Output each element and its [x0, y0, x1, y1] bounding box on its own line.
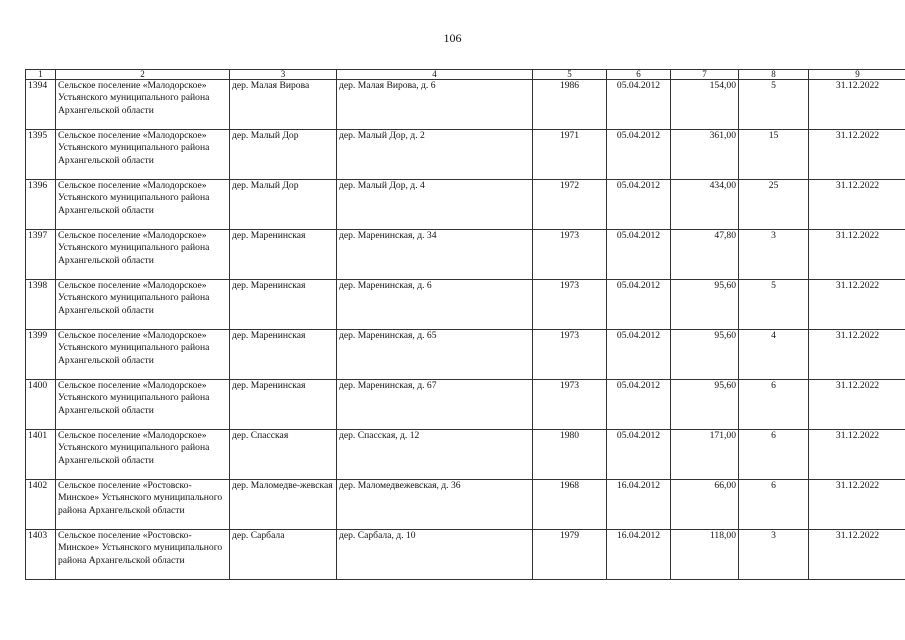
area-cell: 171,00 [671, 430, 739, 480]
column-header: 5 [533, 70, 607, 80]
area-cell: 154,00 [671, 80, 739, 130]
settlement-name-cell: Сельское поселение «Малодорское» Устьянского муниципального района Архангельской области [56, 430, 230, 480]
column-header: 2 [56, 70, 230, 80]
address-cell: дер. Спасская, д. 12 [337, 430, 533, 480]
year-cell: 1973 [533, 380, 607, 430]
row-number-cell: 1401 [26, 430, 56, 480]
column-header: 1 [26, 70, 56, 80]
date-cell: 05.04.2012 [607, 230, 671, 280]
locality-cell: дер. Малый Дор [230, 130, 337, 180]
table-row [26, 230, 905, 280]
year-cell: 1971 [533, 130, 607, 180]
date-cell: 16.04.2012 [607, 530, 671, 580]
settlement-name-cell: Сельское поселение «Малодорское» Устьянского муниципального района Архангельской области [56, 380, 230, 430]
area-cell: 434,00 [671, 180, 739, 230]
table-row [26, 330, 905, 380]
deadline-cell: 31.12.2022 [809, 80, 905, 130]
column-header: 4 [337, 70, 533, 80]
settlement-name-cell: Сельское поселение «Малодорское» Устьянского муниципального района Архангельской области [56, 280, 230, 330]
address-cell: дер. Маренинская, д. 65 [337, 330, 533, 380]
area-cell: 118,00 [671, 530, 739, 580]
area-cell: 47,80 [671, 230, 739, 280]
address-cell: дер. Малый Дор, д. 2 [337, 130, 533, 180]
column-header: 7 [671, 70, 739, 80]
locality-cell: дер. Маренинская [230, 230, 337, 280]
settlement-name-cell: Сельское поселение «Ростовско-Минское» Устьянского муниципального района Архангельской области [56, 530, 230, 580]
area-cell: 95,60 [671, 330, 739, 380]
residents-count-cell: 6 [739, 480, 809, 530]
table-row [26, 280, 905, 330]
column-header: 8 [739, 70, 809, 80]
date-cell: 05.04.2012 [607, 280, 671, 330]
settlement-name-cell: Сельское поселение «Малодорское» Устьянского муниципального района Архангельской области [56, 330, 230, 380]
row-number-cell: 1399 [26, 330, 56, 380]
table-row [26, 130, 905, 180]
residents-count-cell: 25 [739, 180, 809, 230]
address-cell: дер. Маренинская, д. 6 [337, 280, 533, 330]
date-cell: 05.04.2012 [607, 180, 671, 230]
deadline-cell: 31.12.2022 [809, 530, 905, 580]
deadline-cell: 31.12.2022 [809, 330, 905, 380]
row-number-cell: 1394 [26, 80, 56, 130]
table-row [26, 80, 905, 130]
date-cell: 05.04.2012 [607, 380, 671, 430]
locality-cell: дер. Маломедве-жевская [230, 480, 337, 530]
row-number-cell: 1402 [26, 480, 56, 530]
deadline-cell: 31.12.2022 [809, 380, 905, 430]
residents-count-cell: 4 [739, 330, 809, 380]
area-cell: 66,00 [671, 480, 739, 530]
date-cell: 05.04.2012 [607, 330, 671, 380]
residents-count-cell: 3 [739, 530, 809, 580]
date-cell: 05.04.2012 [607, 80, 671, 130]
locality-cell: дер. Маренинская [230, 330, 337, 380]
locality-cell: дер. Малый Дор [230, 180, 337, 230]
deadline-cell: 31.12.2022 [809, 180, 905, 230]
area-cell: 95,60 [671, 380, 739, 430]
settlement-name-cell: Сельское поселение «Малодорское» Устьянского муниципального района Архангельской области [56, 130, 230, 180]
address-cell: дер. Маренинская, д. 67 [337, 380, 533, 430]
locality-cell: дер. Малая Вирова [230, 80, 337, 130]
settlement-name-cell: Сельское поселение «Малодорское» Устьянского муниципального района Архангельской области [56, 180, 230, 230]
table-row [26, 430, 905, 480]
year-cell: 1973 [533, 280, 607, 330]
table-row [26, 380, 905, 430]
date-cell: 05.04.2012 [607, 430, 671, 480]
row-number-cell: 1403 [26, 530, 56, 580]
settlement-name-cell: Сельское поселение «Малодорское» Устьянского муниципального района Архангельской области [56, 80, 230, 130]
year-cell: 1980 [533, 430, 607, 480]
deadline-cell: 31.12.2022 [809, 280, 905, 330]
settlement-name-cell: Сельское поселение «Малодорское» Устьянского муниципального района Архангельской области [56, 230, 230, 280]
row-number-cell: 1395 [26, 130, 56, 180]
area-cell: 361,00 [671, 130, 739, 180]
column-header: 9 [809, 70, 905, 80]
column-header: 6 [607, 70, 671, 80]
table-row [26, 180, 905, 230]
column-header: 3 [230, 70, 337, 80]
residents-count-cell: 6 [739, 430, 809, 480]
table-row [26, 530, 905, 580]
residents-count-cell: 5 [739, 80, 809, 130]
locality-cell: дер. Маренинская [230, 380, 337, 430]
page-number: 106 [443, 31, 462, 45]
row-number-cell: 1397 [26, 230, 56, 280]
locality-cell: дер. Сарбала [230, 530, 337, 580]
housing-table [25, 69, 905, 580]
address-cell: дер. Маломедвежевская, д. 36 [337, 480, 533, 530]
year-cell: 1979 [533, 530, 607, 580]
year-cell: 1973 [533, 230, 607, 280]
deadline-cell: 31.12.2022 [809, 130, 905, 180]
row-number-cell: 1400 [26, 380, 56, 430]
address-cell: дер. Сарбала, д. 10 [337, 530, 533, 580]
deadline-cell: 31.12.2022 [809, 230, 905, 280]
row-number-cell: 1396 [26, 180, 56, 230]
address-cell: дер. Малая Вирова, д. 6 [337, 80, 533, 130]
year-cell: 1973 [533, 330, 607, 380]
residents-count-cell: 5 [739, 280, 809, 330]
year-cell: 1972 [533, 180, 607, 230]
residents-count-cell: 15 [739, 130, 809, 180]
row-number-cell: 1398 [26, 280, 56, 330]
area-cell: 95,60 [671, 280, 739, 330]
settlement-name-cell: Сельское поселение «Ростовско-Минское» Устьянского муниципального района Архангельской области [56, 480, 230, 530]
deadline-cell: 31.12.2022 [809, 480, 905, 530]
date-cell: 16.04.2012 [607, 480, 671, 530]
address-cell: дер. Малый Дор, д. 4 [337, 180, 533, 230]
year-cell: 1968 [533, 480, 607, 530]
residents-count-cell: 6 [739, 380, 809, 430]
date-cell: 05.04.2012 [607, 130, 671, 180]
residents-count-cell: 3 [739, 230, 809, 280]
year-cell: 1986 [533, 80, 607, 130]
locality-cell: дер. Маренинская [230, 280, 337, 330]
column-number-row [26, 70, 905, 80]
address-cell: дер. Маренинская, д. 34 [337, 230, 533, 280]
deadline-cell: 31.12.2022 [809, 430, 905, 480]
table-row [26, 480, 905, 530]
locality-cell: дер. Спасская [230, 430, 337, 480]
